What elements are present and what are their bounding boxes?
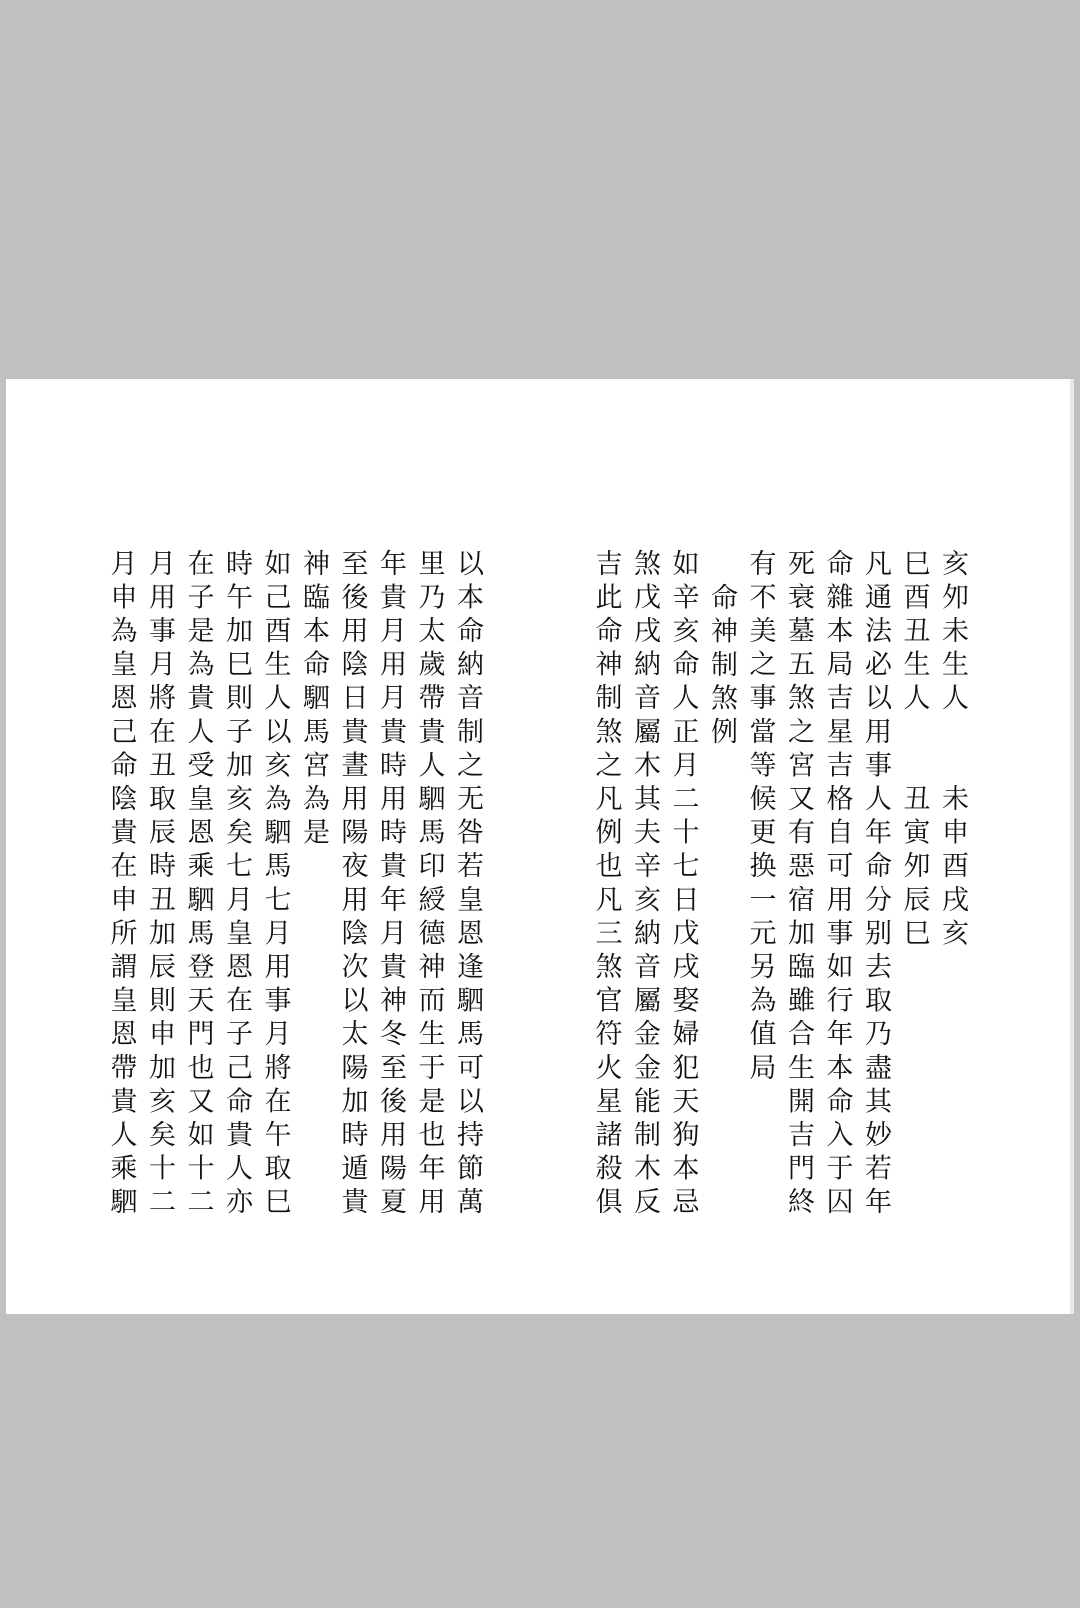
text-column: 在子是為貴人受皇恩乘駟馬登天門也又如十二 — [182, 549, 214, 1221]
left-page-text — [101, 549, 486, 1221]
text-column: 神臨本命駟馬宮為是 — [298, 549, 329, 852]
text-column: 以本命納音制之无咎若皇恩逢駟馬可以持節萬 — [452, 549, 483, 1221]
text-column: 吉此命神制煞之凡例也凡三煞官符火星諸殺俱 — [590, 549, 622, 1221]
page-edge-divider — [1070, 379, 1074, 1314]
text-column: 年貴月用月貴時用時貴年月貴神冬至後用陽夏 — [375, 549, 406, 1221]
text-column: 時午加巳則子加亥矣七月皇恩在子己命貴人亦 — [221, 549, 252, 1221]
text-column: 命雜本局吉星吉格自可用事如行年本命入于囚 — [821, 549, 853, 1221]
text-column: 月用事月將在丑取辰時丑加辰則申加亥矣十二 — [144, 549, 175, 1221]
text-column: 有不美之事當等候更换一元另為值局 — [744, 549, 776, 1087]
scanned-book-spread — [6, 379, 1074, 1314]
text-column: 巳酉丑生人 丑寅夘辰巳 — [898, 549, 930, 953]
text-column: 如辛亥命人正月二十七日戊戌娶婦犯天狗本忌 — [667, 549, 699, 1221]
text-column: 死衰墓五煞之宮又有惡宿加臨雖合生開吉門終 — [783, 549, 814, 1221]
section-heading: 命神制煞例 — [706, 583, 737, 751]
text-column: 月申為皇恩己命陰貴在申所謂皇恩帶貴人乘駟 — [105, 549, 137, 1221]
text-column: 亥夘未生人 未申酉戌亥 — [937, 549, 968, 953]
text-column: 凡通法必以用事人年命分别去取乃盡其妙若年 — [860, 549, 891, 1221]
text-column: 里乃太歲帶貴人駟馬印綬德神而生于是也年用 — [413, 549, 445, 1221]
text-column: 如己酉生人以亥為駟馬七月用事月將在午取巳 — [259, 549, 291, 1221]
right-page-text — [586, 549, 971, 1221]
text-column: 至後用陰日貴晝用陽夜用陰次以太陽加時遁貴 — [336, 549, 368, 1221]
text-column: 煞戊戌納音屬木其夫辛亥納音屬金金能制木反 — [629, 549, 660, 1221]
